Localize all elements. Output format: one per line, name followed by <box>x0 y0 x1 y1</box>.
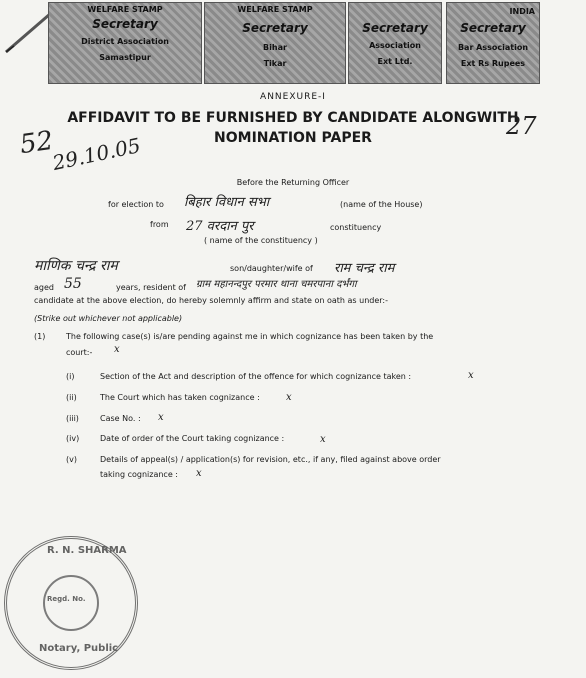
candidate-affirmation: candidate at the above election, do hereby solemnly affirm and state on oath as under:- <box>34 296 388 305</box>
annexure-label: ANNEXURE-I <box>260 92 326 102</box>
handwritten-date: 29.10.05 <box>50 133 143 175</box>
stamp-caption: Bihar <box>263 43 287 52</box>
strike-out-note: (Strike out whichever not applicable) <box>34 314 183 323</box>
x-mark: x <box>114 344 120 355</box>
relation-label: son/daughter/wife of <box>230 264 313 273</box>
house-label: (name of the House) <box>340 200 423 209</box>
stamp-caption: Secretary <box>460 21 526 35</box>
stamp-caption: Secretary <box>242 21 308 35</box>
handwritten-residence: ग्राम महानन्दपुर परमार थाना चमरपाना दर्भंगा <box>196 279 357 290</box>
sub-item-5-text-2: taking cognizance : <box>100 470 178 479</box>
sub-item-3-number: (iii) <box>66 414 79 423</box>
returning-officer-line: Before the Returning Officer <box>236 178 350 187</box>
x-mark: x <box>196 468 202 479</box>
for-election-label: for election to <box>108 200 164 209</box>
welfare-stamp-4 <box>446 2 540 84</box>
handwritten-father: राम चन्द्र राम <box>334 261 395 276</box>
stamp-caption: Ext Rs Rupees <box>460 59 526 68</box>
item-1-number: (1) <box>34 332 46 341</box>
stamp-caption: INDIA <box>509 7 535 16</box>
stamp-caption: Secretary <box>362 21 428 35</box>
handwritten-house: बिहार विधान सभा <box>184 195 270 210</box>
constituency-label: constituency <box>330 223 382 232</box>
stamp-caption: Samastipur <box>99 53 151 62</box>
seal-reg: Regd. No. <box>47 595 86 603</box>
document-title <box>0 108 586 148</box>
seal-center <box>43 575 99 631</box>
stamp-caption: District Association <box>81 37 169 46</box>
from-label: from <box>150 220 169 229</box>
constituency-note: ( name of the constituency ) <box>204 236 318 245</box>
item-1-text-2: court:- <box>66 348 93 357</box>
notary-seal <box>4 536 138 670</box>
sub-item-4-number: (iv) <box>66 434 80 443</box>
x-mark: x <box>158 412 164 423</box>
sub-item-4-text: Date of order of the Court taking cognizance : <box>100 434 285 443</box>
sub-item-3-text: Case No. : <box>100 414 141 423</box>
sub-item-2-number: (ii) <box>66 393 77 402</box>
handwritten-name: माणिक चन्द्र राम <box>34 258 118 274</box>
sub-item-2-text: The Court which has taken cognizance : <box>100 393 260 402</box>
sub-item-5-text: Details of appeal(s) / application(s) for revision, etc., if any, filed against above order <box>100 455 441 464</box>
x-mark: x <box>468 370 474 381</box>
pen-icon <box>4 10 54 56</box>
stamp-caption: Bar Association <box>457 43 529 52</box>
sub-item-1-text: Section of the Act and description of the offence for which cognizance taken : <box>100 372 412 381</box>
handwritten-constituency: 27 वरदान पुर <box>186 219 254 234</box>
resident-label: years, resident of <box>116 283 186 292</box>
stamp-caption: Tikar <box>263 59 287 68</box>
title-line-2: NOMINATION PAPER <box>214 130 372 146</box>
item-1-text: The following case(s) is/are pending against me in which cognizance has been taken by the <box>66 332 434 341</box>
welfare-stamp-2 <box>204 2 346 84</box>
stamp-caption: WELFARE STAMP <box>237 5 313 14</box>
stamp-caption: Association <box>369 41 421 50</box>
title-line-1: AFFIDAVIT TO BE FURNISHED BY CANDIDATE ALONGWITH <box>67 110 519 126</box>
handwritten-age: 55 <box>64 276 82 292</box>
stamp-caption: Secretary <box>92 17 158 31</box>
stamp-strip <box>48 2 444 84</box>
welfare-stamp-1 <box>48 2 202 84</box>
seal-name: R. N. SHARMA <box>47 545 127 556</box>
aged-label: aged <box>34 283 54 292</box>
stamp-caption: WELFARE STAMP <box>87 5 163 14</box>
x-mark: x <box>320 434 326 445</box>
handwritten-right-number: 27 <box>506 112 537 140</box>
x-mark: x <box>286 392 292 403</box>
sub-item-5-number: (v) <box>66 455 77 464</box>
sub-item-1-number: (i) <box>66 372 75 381</box>
stamp-caption: Ext Ltd. <box>377 57 413 66</box>
seal-title: Notary, Public <box>39 643 119 654</box>
welfare-stamp-3 <box>348 2 442 84</box>
handwritten-margin-number: 52 <box>18 125 56 161</box>
